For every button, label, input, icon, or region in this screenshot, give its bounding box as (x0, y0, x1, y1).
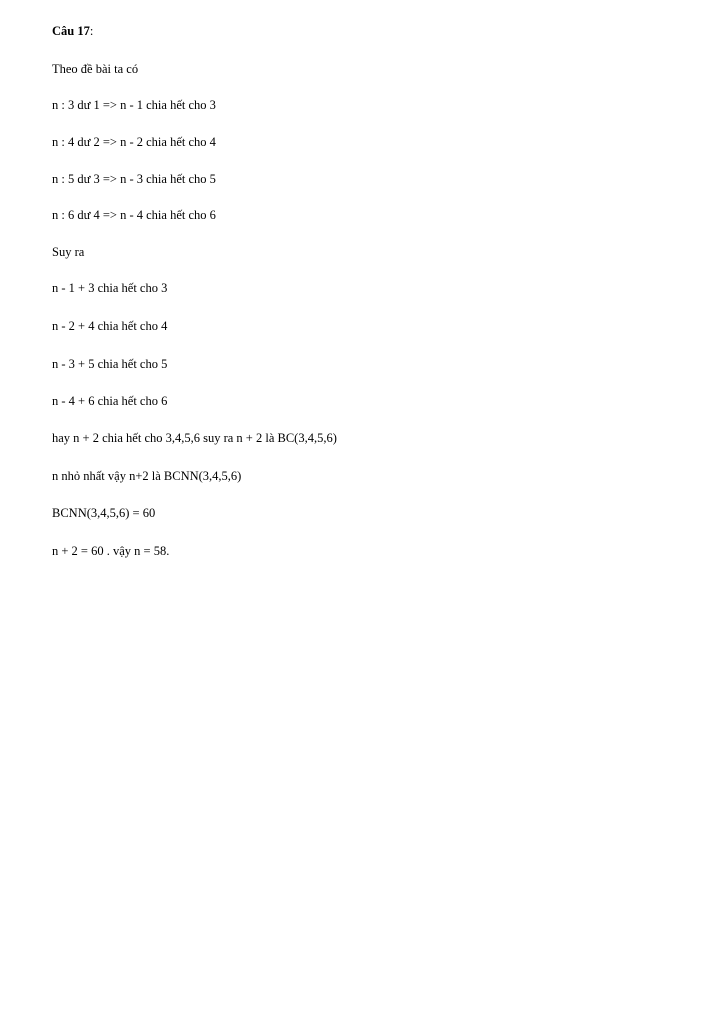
derived-line: n - 1 + 3 chia hết cho 3 (52, 281, 168, 296)
conclusion-line: BCNN(3,4,5,6) = 60 (52, 506, 156, 521)
spacer-after-intro (52, 77, 672, 98)
derived-line: n - 4 + 6 chia hết cho 6 (52, 394, 168, 409)
spacer-before-conclusion (52, 410, 672, 431)
conclusion-line: hay n + 2 chia hết cho 3,4,5,6 suy ra n + 2 là BC(3,4,5,6) (52, 430, 337, 445)
therefore-label: Suy ra (52, 244, 85, 259)
spacer-before-therefore (52, 224, 672, 245)
derived-line: n - 3 + 5 chia hết cho 5 (52, 356, 168, 371)
derived-lines-block (52, 281, 672, 410)
question-label-colon: : (89, 24, 94, 38)
intro-text: Theo đề bài ta có (52, 61, 139, 76)
given-condition-line: n : 5 dư 3 => n - 3 chia hết cho 5 (52, 171, 216, 186)
given-condition-line: n : 3 dư 1 => n - 1 chia hết cho 3 (52, 98, 216, 113)
spacer-after-therefore (52, 260, 672, 281)
question-label: Câu 17 (52, 24, 90, 38)
conclusion-block (52, 431, 672, 560)
given-condition-line: n : 6 dư 4 => n - 4 chia hết cho 6 (52, 208, 216, 223)
derived-line: n - 2 + 4 chia hết cho 4 (52, 319, 168, 333)
given-conditions-block (52, 98, 672, 224)
page-title (52, 24, 672, 40)
spacer-after-heading (52, 40, 672, 62)
given-condition-line: n : 4 dư 2 => n - 2 chia hết cho 4 (52, 134, 216, 149)
conclusion-line: n + 2 = 60 . vậy n = 58. (52, 543, 170, 558)
conclusion-line: n nhỏ nhất vậy n+2 là BCNN(3,4,5,6) (52, 468, 242, 483)
